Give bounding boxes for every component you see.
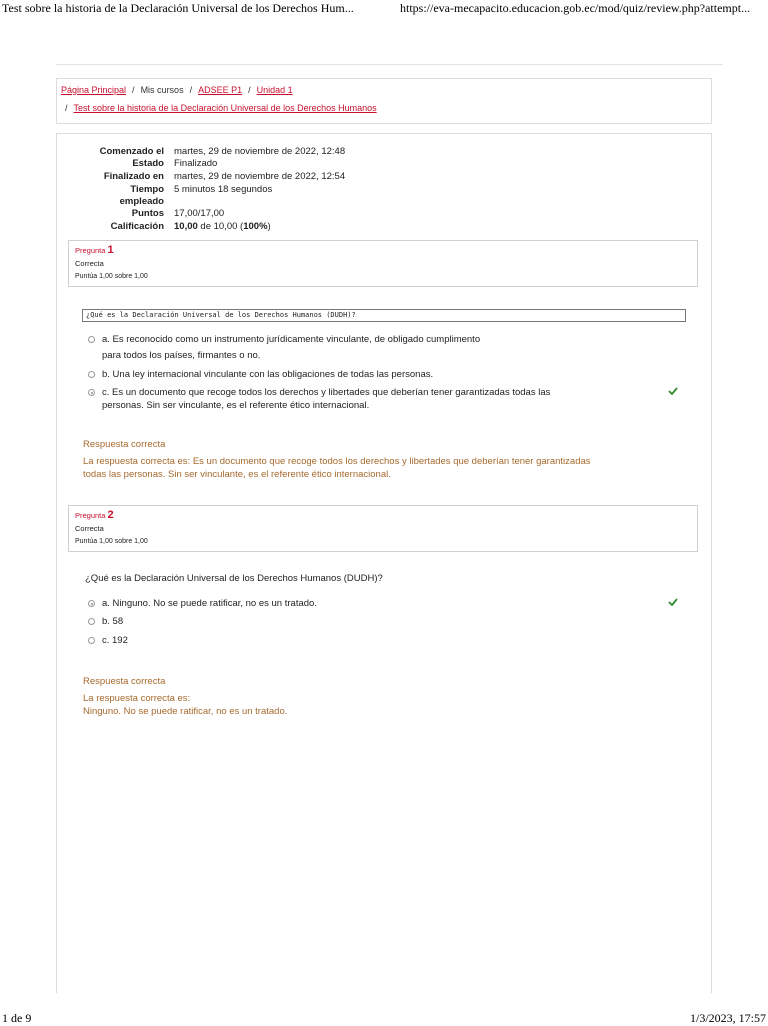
question-number: 1 — [107, 244, 114, 256]
print-datetime: 1/3/2023, 17:57 — [689, 1011, 766, 1025]
q2-feedback — [83, 675, 287, 718]
page-count: 1 de 9 — [2, 1011, 32, 1025]
option-text: a. Ninguno. No se puede ratificar, no es un tratado. — [102, 598, 317, 609]
question-text-2: ¿Qué es la Declaración Universal de los Derechos Humanos (DUDH)? — [85, 573, 383, 584]
grade-close: ) — [267, 221, 271, 232]
breadcrumb-separator: / — [189, 85, 193, 95]
q1-feedback — [83, 438, 591, 481]
breadcrumb-my-courses[interactable]: Mis cursos — [140, 85, 184, 95]
radio-button[interactable] — [88, 336, 95, 343]
grade-total: de 10,00 ( — [200, 221, 244, 232]
breadcrumb-separator: / — [65, 103, 68, 113]
grade-score: 10,00 — [174, 221, 198, 232]
feedback-line: La respuesta correcta es: Es un documento que recoge todos los derechos y libertades que deberían tener garantizadas — [83, 456, 591, 467]
option-text: b. 58 — [102, 616, 124, 627]
question-text-1: ¿Qué es la Declaración Universal de los Derechos Humanos (DUDH)? — [82, 309, 686, 322]
question-label-text: Pregunta — [75, 511, 106, 520]
print-url: https://eva-mecapacito.educacion.gob.ec/mod/quiz/review.php?attempt... — [400, 1, 751, 15]
radio-button-selected[interactable] — [88, 389, 95, 396]
finished-value: martes, 29 de noviembre de 2022, 12:54 — [174, 171, 346, 182]
print-title: Test sobre la historia de la Declaración Universal de los Derechos Hum... — [2, 1, 354, 15]
state-value: Finalizado — [174, 158, 218, 169]
print-footer — [0, 1011, 768, 1024]
breadcrumb-separator: / — [248, 85, 251, 95]
option-text: c. Es un documento que recoge todos los derechos y libertades que deberían tener garantizadas todas las — [102, 387, 551, 398]
finished-label: Finalizado en — [103, 171, 164, 182]
breadcrumb-course[interactable]: ADSEE P1 — [198, 85, 243, 95]
question-state: Correcta — [75, 524, 104, 533]
breadcrumb-unit[interactable]: Unidad 1 — [256, 85, 293, 95]
started-label: Comenzado el — [99, 146, 164, 157]
feedback-line: La respuesta correcta es: — [83, 693, 191, 704]
breadcrumb-separator: / — [132, 85, 135, 95]
radio-button[interactable] — [88, 637, 95, 644]
grade-value — [174, 221, 271, 232]
points-label: Puntos — [131, 208, 164, 219]
option-text: a. Es reconocido como un instrumento jurídicamente vinculante, de obligado cumplimento — [102, 334, 481, 345]
started-value: martes, 29 de noviembre de 2022, 12:48 — [174, 146, 346, 157]
question-grade: Puntúa 1,00 sobre 1,00 — [75, 273, 148, 280]
divider — [56, 64, 723, 65]
radio-button-selected[interactable] — [88, 600, 95, 607]
option-text: c. 192 — [102, 635, 128, 646]
option-text-cont: para todos los países, firmantes o no. — [102, 350, 261, 361]
question-label-text: Pregunta — [75, 246, 106, 255]
feedback-title: Respuesta correcta — [83, 439, 166, 450]
question-label — [75, 509, 114, 521]
radio-button[interactable] — [88, 371, 95, 378]
option-text: b. Una ley internacional vinculante con las obligaciones de todas las personas. — [102, 369, 434, 380]
radio-button[interactable] — [88, 618, 95, 625]
grade-percent: 100% — [243, 221, 268, 232]
breadcrumb-current-quiz[interactable]: Test sobre la historia de la Declaración Universal de los Derechos Humanos — [73, 103, 377, 113]
check-icon — [668, 387, 678, 395]
state-label: Estado — [132, 158, 164, 169]
question-info-1 — [68, 240, 698, 287]
grade-label: Calificación — [110, 221, 164, 232]
option-text-cont: personas. Sin ser vinculante, es el referente ético internacional. — [102, 400, 370, 411]
question-grade: Puntúa 1,00 sobre 1,00 — [75, 538, 148, 545]
breadcrumb-home[interactable]: Página Principal — [61, 85, 127, 95]
question-label — [75, 244, 114, 256]
time-label-line2: empleado — [119, 196, 164, 207]
feedback-line: Ninguno. No se puede ratificar, no es un tratado. — [83, 706, 288, 717]
question-number: 2 — [107, 509, 114, 521]
breadcrumb — [56, 78, 712, 124]
points-value: 17,00/17,00 — [174, 208, 225, 219]
print-header — [0, 0, 768, 20]
time-label-line1: Tiempo — [130, 184, 164, 195]
check-icon — [668, 598, 678, 606]
feedback-title: Respuesta correcta — [83, 676, 166, 687]
question-state: Correcta — [75, 259, 104, 268]
feedback-line: todas las personas. Sin ser vinculante, es el referente ético internacional. — [83, 469, 391, 480]
time-value: 5 minutos 18 segundos — [174, 184, 273, 195]
question-info-2 — [68, 505, 698, 552]
